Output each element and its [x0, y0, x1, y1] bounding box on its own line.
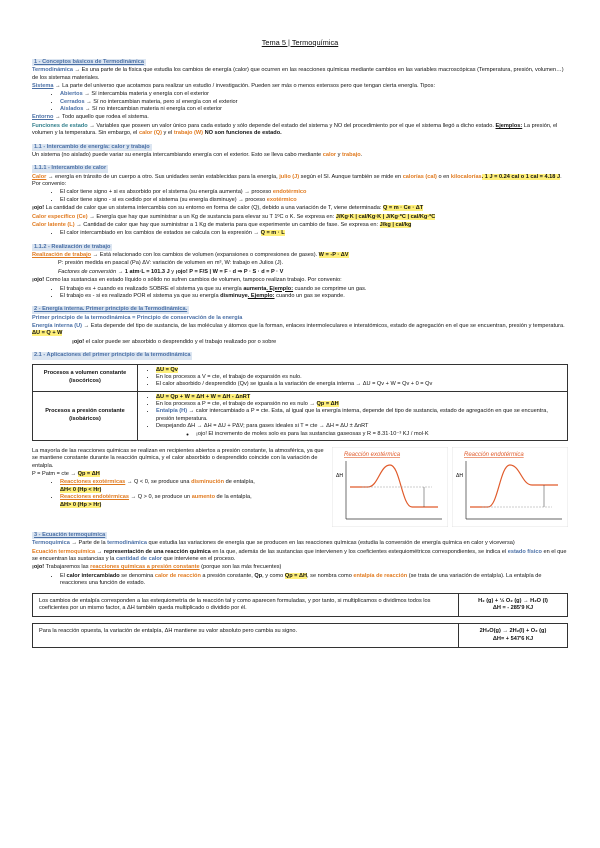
list-item	[60, 106, 568, 113]
text: ¡ojo!	[32, 277, 45, 284]
formula: ΔH< 0 (Hp < Hr)	[60, 486, 102, 493]
term: Calor específico (Ce)	[32, 213, 88, 220]
text: . Ejemplo:	[247, 292, 275, 299]
paragraph	[32, 540, 568, 547]
list	[142, 367, 563, 389]
text: y	[336, 151, 343, 158]
heading-2: 2 - Energía interna. Primer principio de la Termodinámica.	[34, 306, 188, 313]
paragraph	[32, 339, 568, 346]
table-cell	[33, 364, 138, 391]
text: (isocóricos)	[69, 377, 101, 384]
heading-3: 3 - Ecuación termoquímica	[34, 531, 106, 538]
text: que estudia las variaciones de energía que se producen en las reacciones químicas (estudia la conversión de energía química en calor y viceversa)	[146, 540, 515, 547]
text: el calor puede ser absorbido o desprendido y el trabajo realizado por o sobre	[84, 338, 277, 345]
text: El calor tiene signo - si es cedido por el sistema (su energía disminuye) → proceso	[60, 196, 267, 203]
paragraph	[32, 277, 568, 284]
term: Reacciones exotérmicas	[60, 479, 126, 486]
text: se denomina	[119, 572, 155, 579]
enthalpy-value: ΔH = - 285'9 KJ	[492, 604, 534, 611]
text: . Por convenio:	[32, 173, 562, 188]
list-item	[60, 286, 568, 293]
section-2-1-b	[32, 447, 568, 527]
text: aumenta	[243, 285, 267, 292]
table-row	[33, 391, 568, 440]
text-column	[32, 447, 324, 527]
section-3	[32, 527, 568, 648]
text: según el SI. Aunque también se mide en	[299, 173, 403, 180]
enthalpy-value: ΔH= + 547'6 KJ	[492, 635, 534, 642]
list-item	[60, 189, 568, 196]
term: Realización de trabajo	[32, 252, 92, 259]
term: Ecuación termoquímica	[32, 548, 96, 555]
text: = Principio de conservación de la energía	[130, 314, 243, 321]
text: (isobáricos)	[69, 415, 101, 422]
paragraph	[32, 222, 568, 229]
term: Aislados	[60, 106, 84, 113]
paragraph	[32, 123, 568, 138]
text: representación de una reacción química	[103, 548, 211, 555]
text: trabajo (W)	[173, 130, 204, 137]
text: Procesos a volumen constante	[43, 370, 127, 377]
section-2-1	[32, 347, 568, 441]
axis-label: ΔH	[456, 472, 463, 479]
term: Entalpía (H)	[156, 408, 188, 415]
reaction-heat-list	[32, 573, 568, 588]
text: La presión, el volumen y la temperatura. Sin embargo, el	[32, 122, 558, 137]
formula: ΔU = Qp + W = ΔH + W = ΔH - ΔnRT	[156, 393, 251, 400]
text: endotérmico	[272, 189, 307, 196]
text: termodinámica	[107, 540, 147, 547]
axis-label: ΔH	[336, 472, 343, 479]
term: Calor	[32, 173, 47, 180]
text: Factores de conversión	[58, 268, 117, 275]
example-box-1	[32, 593, 568, 618]
text: ¡ojo!	[32, 564, 45, 571]
units: J/kg | cal/kg	[379, 221, 412, 228]
paragraph: P: presión medida en pascal (Pa) ΔV: variación de volumen en m³, W: trabajo en Julios (J).	[58, 260, 284, 267]
text: disminuye	[220, 292, 248, 299]
heading-1: 1 - Conceptos básicos de Termodinámica	[34, 58, 144, 65]
text: entalpía de reacción	[353, 572, 408, 579]
term: Funciones de estado	[32, 122, 88, 129]
text: a presión constante,	[200, 572, 255, 579]
text: Ejemplos:	[495, 122, 523, 129]
paragraph: La mayoría de las reacciones químicas se realizan en recipientes abiertos a presión constante, la atmosférica, ya que se mantiene constante durante la reacción química, y el calor absorbido o desprendido coincide con la variación de entalpía.	[32, 447, 324, 469]
endothermic-graph	[452, 447, 568, 527]
box-text: Los cambios de entalpía corresponden a las estequiometría de la reacción tal y como aparecen formuladas, y por tanto, si multiplicamos o dividimos todos los coeficientes por un mismo factor, a ΔH también queda multiplicado o dividido por él.	[33, 594, 459, 617]
term: Termodinámica	[32, 67, 73, 74]
list-item	[60, 197, 568, 204]
text: kilocalorías	[450, 173, 482, 180]
text: → Sí no intercambian materia ni energía con el exterior	[83, 106, 222, 113]
section-2	[32, 301, 568, 346]
text: P = Patm = cte →	[32, 471, 78, 478]
term: Termoquímica	[32, 540, 70, 547]
paragraph	[32, 252, 568, 259]
list-item: • El calor absorbido / desprendido (Qv) se iguala a la variación de energía interna → ΔU = Qv + W = Qv + 0 = Qv	[156, 381, 563, 388]
text: → Parte de la	[69, 540, 108, 547]
text: El calor tiene signo + si es absorbido por el sistema (su energía aumenta) → proceso	[60, 189, 273, 196]
section-1-1-1	[32, 160, 568, 237]
section-1	[32, 54, 568, 138]
paragraph	[32, 152, 568, 159]
paragraph	[32, 315, 568, 322]
text: trabajo	[342, 151, 361, 158]
list-item	[60, 293, 568, 300]
text: →	[95, 548, 104, 555]
term: Cerrados	[60, 98, 85, 105]
list-item	[156, 367, 563, 374]
text: → Sí intercambia materia y energía con el exterior	[82, 91, 209, 98]
text: El calor intercambiado en los cambios de estados se calcula con la expresión →	[60, 230, 261, 237]
box-reaction	[459, 594, 567, 617]
formula: Q = m · Ce · ΔT	[382, 205, 424, 212]
paragraph	[32, 269, 568, 276]
term: Energía interna (U)	[32, 323, 83, 330]
formula: Qp = ΔH	[316, 401, 339, 408]
text: Despejando ΔH → ΔH = ΔU + PΔV; para gases ideales si T = cte → ΔH = ΔU ± ΔnRT	[156, 423, 369, 430]
reaction-equation: 2H₂O(g) → 2H₂(l) + O₂ (g)	[479, 628, 547, 635]
text: cuando se comprime un gas.	[293, 285, 367, 292]
text: → Variables que poseen un valor único para cada estado y sólo depende del estado del sistema y NO del procedimiento por el que el sistema llegó a dicho estado.	[87, 122, 496, 129]
text: (porque son las más frecuentes)	[199, 564, 282, 571]
reaction-types-list	[32, 479, 324, 509]
list-item	[60, 494, 324, 509]
graph-title: Reacción exotérmica	[344, 451, 401, 458]
text: o en	[436, 173, 451, 180]
list-item	[60, 91, 568, 98]
example-box-2	[32, 623, 568, 648]
text: El trabajo es + cuando es realizado SOBRE el sistema ya que su energía	[60, 285, 244, 292]
paragraph	[32, 67, 568, 82]
list-item	[156, 408, 563, 423]
paragraph	[32, 214, 568, 221]
text: Un sistema (no aislado) puede variar su energía intercambiando energía con el exterior. Esto se lleva cabo mediante	[32, 151, 323, 158]
text: → calor intercambiado a P = cte. Esta, al igual que la energía interna, depende del tipo de sustancia, estado de agregación en que se encuentra, presión temperatura.	[156, 408, 548, 422]
term: Reacciones endotérmicas	[60, 494, 130, 501]
paragraph	[32, 549, 568, 564]
list-item	[60, 230, 568, 237]
formula: W = -P · ΔV	[318, 252, 349, 259]
list-item	[156, 401, 563, 408]
formula: ΔH> 0 (Hp > Hr)	[60, 501, 102, 508]
text: NO son funciones de estado.	[203, 130, 282, 137]
text: Procesos a presión constante	[45, 408, 125, 415]
text: → Q > 0, se produce un	[129, 494, 192, 501]
text: En los procesos a P = cte, el trabajo de expansión no es nulo →	[156, 401, 317, 408]
formula: Q = m · L	[260, 230, 285, 237]
list-item	[60, 573, 568, 588]
text: ¡ojo!	[32, 205, 45, 212]
list-item	[60, 99, 568, 106]
box-text: Para la reacción opuesta, la variación de entalpía, ΔH mantiene su valor absoluto pero cambia su signo.	[33, 624, 459, 647]
text: calor	[322, 151, 337, 158]
text: de entalpía,	[224, 479, 255, 486]
text: ¡ojo! El incremento de moles solo es para las sustancias gaseosas y R = 8.31·10⁻³ KJ / mol·K	[196, 430, 429, 437]
table-cell	[33, 391, 138, 440]
text: calorías (cal)	[402, 173, 437, 180]
text: La cantidad de calor que un sistema intercambia con su entorno en forma de calor (Q), debido a una variación de T	[44, 205, 331, 212]
text: disminución	[191, 479, 225, 486]
text: → Q < 0, se produce una	[125, 479, 192, 486]
text: de la entalpía,	[215, 494, 252, 501]
text: , viene determinada:	[330, 205, 383, 212]
section-1-1	[32, 139, 568, 160]
system-types-list	[32, 91, 568, 113]
heading-1-1-1: 1.1.1 - Intercambio de calor	[34, 165, 107, 172]
heading-1-1-2: 1.1.2 - Realización de trabajo	[34, 243, 111, 250]
paragraph	[32, 471, 324, 478]
text: y el	[161, 130, 174, 137]
term: Primer principio de la termodinámica	[32, 314, 131, 321]
list-item	[156, 394, 563, 401]
heading-2-1: 2.1 - Aplicaciones del primer principio de la termodinámica	[34, 352, 191, 359]
list	[142, 394, 563, 438]
graphs	[332, 447, 568, 527]
text: ¡ojo!	[72, 338, 85, 345]
section-1-1-2	[32, 239, 568, 301]
page-title: Tema 5 | Termoquímica	[261, 38, 339, 47]
text: (se trata de una variación de entalpía). La entalpía de reacciones una función de estado.	[60, 572, 542, 587]
paragraph	[32, 205, 568, 212]
text: aumento	[191, 494, 215, 501]
text: exotérmico	[266, 196, 297, 203]
applications-table	[32, 364, 568, 441]
text: Qp	[254, 572, 263, 579]
formula: ΔU = Q + W	[32, 330, 63, 337]
text: → Sí no intercambian materia, pero sí energía con el exterior	[84, 98, 238, 105]
table-cell	[138, 391, 568, 440]
text: cuando un gas se expande.	[274, 292, 345, 299]
units: J/Kg·K | cal/Kg·K | J/Kg·ºC | cal/Kg·ºC	[335, 213, 436, 220]
text: → Todo aquello que rodea el sistema.	[53, 114, 149, 121]
formula: Qp = ΔH	[284, 572, 308, 579]
list-item: • En los procesos a V = cte, el trabajo de expansión es nulo.	[156, 374, 563, 381]
paragraph	[32, 83, 568, 90]
graph-title: Reacción endotérmica	[464, 451, 524, 458]
text: reacciones químicas a presión constante	[90, 564, 200, 571]
paragraph	[32, 114, 568, 121]
text: → 1 atm·L = 101.3 J	[116, 268, 170, 275]
text: en la que, además de las sustancias que intervienen y los coeficientes estequiométricos correspondientes, se indica el	[210, 548, 508, 555]
reaction-equation: H₂ (g) + ½ O₂ (g) → H₂O (l)	[478, 597, 548, 604]
heading-1-1: 1.1 - Intercambio de energía: calor y trabajo	[34, 143, 150, 150]
work-sign-list	[32, 286, 568, 301]
list-item	[196, 431, 563, 438]
text: El	[60, 572, 67, 579]
table-row	[33, 364, 568, 391]
text: julio (J)	[279, 173, 300, 180]
text: calor intercambiado	[66, 572, 120, 579]
paragraph	[32, 174, 568, 189]
text: . Ejemplo:	[266, 285, 294, 292]
text: ¡ojo! P = F/S | W = F · d ⇒ P · S · d = P · V	[175, 268, 284, 275]
exothermic-graph	[332, 447, 448, 527]
formula: Qp = ΔH	[77, 471, 100, 478]
box-reaction	[459, 624, 567, 647]
text: El trabajo es - si es realizado POR el sistema ya que su energía	[60, 292, 221, 299]
text: en el que se encuentran las sustancias y la	[32, 548, 567, 563]
text: → Cantidad de calor que hay que suministrar a 1 Kg de materia para que experimente un cambio de fase. Se expresa en:	[74, 221, 380, 228]
formula: ΔU = Qv	[156, 366, 178, 373]
text: calor de reacción	[154, 572, 201, 579]
text: → Está relacionado con los cambios de volumen (expansiones o compresiones de gases).	[91, 252, 319, 259]
text: → Energía que hay que suministrar a un Kg de sustancia para elevar su T 1ºC o K. Se expresa en:	[87, 213, 336, 220]
text: Como las sustancias en estado líquido o sólido no sufren cambios de volumen, tampoco realizan trabajo. Por convenio:	[44, 277, 342, 284]
term: Sistema	[32, 82, 54, 89]
paragraph	[32, 564, 568, 571]
term: Abiertos	[60, 91, 83, 98]
text: Trabajaremos las	[44, 564, 91, 571]
term: Entorno	[32, 114, 54, 121]
term: Calor latente (L)	[32, 221, 75, 228]
table-cell	[138, 364, 568, 391]
text: → energía en tránsito de un cuerpo a otro. Sus unidades serán establecidas para la energía,	[46, 173, 280, 180]
text: . 1 J = 0.24 cal o 1 cal = 4.18 J	[481, 173, 561, 180]
text: → Esta depende del tipo de sustancia, de las moléculas y átomos que la forman, enlaces intermoleculares e interatómicos, estado de agregación en el que se encuentran, presión y temperatura.	[82, 323, 565, 330]
text: y	[169, 268, 176, 275]
heat-sign-list	[32, 189, 568, 204]
text: calor (Q)	[138, 130, 162, 137]
text: , se nombra como	[307, 572, 354, 579]
list-item	[156, 423, 563, 430]
paragraph	[32, 323, 568, 338]
text: , y como	[262, 572, 285, 579]
text: .	[360, 151, 363, 158]
text: → Es una parte de la física que estudia los cambios de energía (calor) que ocurren en las reacciones químicas mediante cambios en las variables macroscópicas (Temperatura, presión, volumen…) de los sistemas materiales.	[32, 67, 564, 81]
latent-list	[32, 230, 568, 237]
text: estado físico	[507, 548, 542, 555]
text: → La parte del universo que acotamos para realizar un estudio / investigación. Pueden ser más o menos extensos pero que tengan cierta energía. Tipos:	[53, 82, 436, 89]
text: cantidad de calor	[115, 556, 162, 563]
text: que interviene en el proceso.	[161, 556, 236, 563]
list-item	[60, 479, 324, 494]
